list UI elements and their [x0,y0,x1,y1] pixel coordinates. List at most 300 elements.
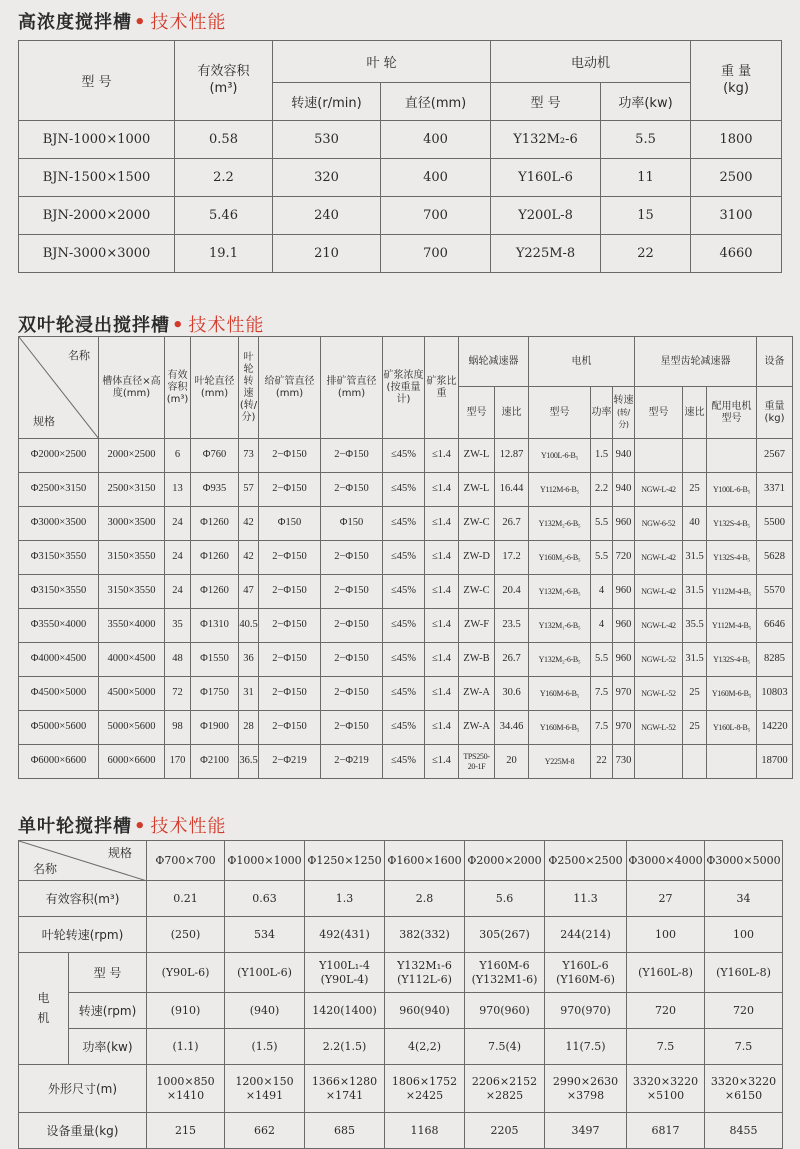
cell-impeller-dia: Φ935 [191,473,239,507]
t1-header-volume [175,41,273,121]
t3-row-label: 转速(rpm) [69,993,147,1029]
cell-motor-power: 22 [591,745,613,779]
cell-concentration: ≤45% [383,541,425,575]
cell-planetary-model: NGW-L-42 [635,541,683,575]
cell-impeller-dia: Φ1260 [191,541,239,575]
table-row [19,159,782,197]
cell-worm-ratio: 12.87 [495,439,529,473]
table-row [19,993,783,1029]
cell-impeller-speed: 36 [239,643,259,677]
t3-cell-motor-speed: 960(940) [385,993,465,1029]
t3-cell-impeller-speed: 100 [627,917,705,953]
cell-motor-model: Y132M₁-6-B₅ [529,609,591,643]
t3-row-label: 型 号 [69,953,147,993]
cell-power: 22 [601,235,691,273]
section3-title-text: 单叶轮搅拌槽 [18,816,132,837]
cell-spec: Φ2000×2500 [19,439,99,473]
t1-header-power: 功率(kw) [601,83,691,121]
cell-discharge-pipe: 2−Φ150 [321,473,383,507]
cell-worm-ratio: 26.7 [495,643,529,677]
cell-impeller-speed: 28 [239,711,259,745]
cell-feed-pipe: 2−Φ150 [259,575,321,609]
cell-volume: 48 [165,643,191,677]
cell-tank: 2500×3150 [99,473,165,507]
cell-specific-gravity: ≤1.4 [425,439,459,473]
cell-volume: 170 [165,745,191,779]
cell-motor-speed: 730 [613,745,635,779]
t3-cell-impeller-speed: 244(214) [545,917,627,953]
t3-cell-motor-speed: (940) [225,993,305,1029]
cell-specific-gravity: ≤1.4 [425,609,459,643]
t3-cell-motor-model: Y132M₁-6 (Y112L-6) [385,953,465,993]
cell-spec: Φ3000×3500 [19,507,99,541]
cell-impeller-speed: 57 [239,473,259,507]
cell-worm-ratio: 34.46 [495,711,529,745]
t3-cell-motor-power: 7.5(4) [465,1029,545,1065]
cell-planetary-model: NGW-6-52 [635,507,683,541]
cell-motor-model: Y160M-6-B₅ [529,711,591,745]
cell-feed-pipe: 2−Φ150 [259,439,321,473]
section2-title [18,311,265,337]
cell-motor-power: 5.5 [591,643,613,677]
cell-weight: 5570 [757,575,793,609]
cell-planetary-motor: Y160M-6-B₅ [707,677,757,711]
cell-worm-ratio: 30.6 [495,677,529,711]
cell-tank: 3000×3500 [99,507,165,541]
t3-cell-weight: 6817 [627,1113,705,1149]
cell-concentration: ≤45% [383,575,425,609]
t3-cell-motor-model: (Y160L-8) [705,953,783,993]
t3-cell-impeller-speed: (250) [147,917,225,953]
cell-worm-ratio: 23.5 [495,609,529,643]
cell-planetary-motor: Y100L-6-B₅ [707,473,757,507]
cell-motor-power: 4 [591,575,613,609]
t3-cell-volume: 0.63 [225,881,305,917]
cell-impeller-dia: Φ2100 [191,745,239,779]
t3-header-spec-col: Φ2000×2000 [465,841,545,881]
cell-model: BJN-2000×2000 [19,197,175,235]
cell-planetary-ratio: 31.5 [683,541,707,575]
t2-header-worm-model: 型号 [459,387,495,439]
t3-cell-weight: 3497 [545,1113,627,1149]
cell-worm-model: ZW-C [459,575,495,609]
cell-motor-model: Y160M-6-B₅ [529,677,591,711]
t3-cell-motor-model: Y100L₁-4 (Y90L-4) [305,953,385,993]
t3-header-spec-col: Φ3000×5000 [705,841,783,881]
cell-impeller-speed: 47 [239,575,259,609]
cell-impeller-speed: 36.5 [239,745,259,779]
t3-cell-volume: 5.6 [465,881,545,917]
cell-tank: 3150×3550 [99,541,165,575]
t3-row-label: 有效容积(m³) [19,881,147,917]
cell-concentration: ≤45% [383,507,425,541]
cell-impeller-dia: Φ760 [191,439,239,473]
cell-weight: 8285 [757,643,793,677]
t3-cell-weight: 215 [147,1113,225,1149]
cell-discharge-pipe: 2−Φ150 [321,677,383,711]
cell-concentration: ≤45% [383,473,425,507]
cell-feed-pipe: 2−Φ150 [259,609,321,643]
cell-discharge-pipe: Φ150 [321,507,383,541]
section2-title-text: 双叶轮浸出搅拌槽 [18,315,170,336]
t3-cell-dimensions: 1806×1752 ×2425 [385,1065,465,1113]
t3-cell-motor-speed: 720 [627,993,705,1029]
cell-diameter: 400 [381,159,491,197]
t1-header-motor-model: 型 号 [491,83,601,121]
cell-tank: 3150×3550 [99,575,165,609]
cell-impeller-speed: 31 [239,677,259,711]
cell-motor-speed: 960 [613,575,635,609]
t3-header-spec-col: Φ2500×2500 [545,841,627,881]
table-row [19,881,783,917]
cell-volume: 13 [165,473,191,507]
t3-cell-impeller-speed: 382(332) [385,917,465,953]
cell-tank: 4500×5000 [99,677,165,711]
t3-cell-volume: 2.8 [385,881,465,917]
section1-title [18,8,227,34]
cell-concentration: ≤45% [383,439,425,473]
cell-planetary-motor [707,439,757,473]
table-row [19,197,782,235]
t3-cell-dimensions: 3320×3220 ×6150 [705,1065,783,1113]
t1-header-impeller: 叶 轮 [273,41,491,83]
t2-header-motor-speed-unit: (转/分) [617,407,630,429]
double-impeller-table [18,336,793,779]
cell-concentration: ≤45% [383,677,425,711]
t3-cell-volume: 34 [705,881,783,917]
cell-motor-power: 7.5 [591,711,613,745]
t3-cell-motor-speed: 1420(1400) [305,993,385,1029]
cell-worm-ratio: 26.7 [495,507,529,541]
cell-speed: 320 [273,159,381,197]
cell-motor-model: Y132M₂-6-B₅ [529,643,591,677]
t3-cell-weight: 685 [305,1113,385,1149]
t2-header-impeller-speed: 叶轮转速(转/分) [239,337,259,439]
table-row [19,439,793,473]
cell-specific-gravity: ≤1.4 [425,473,459,507]
table-row [19,643,793,677]
t3-cell-motor-model: Y160L-6 (Y160M-6) [545,953,627,993]
t1-header-volume-label: 有效容积 [197,64,250,80]
table-row [19,953,783,993]
cell-model: BJN-1500×1500 [19,159,175,197]
table-row [19,235,782,273]
t2-header-motor-speed [613,387,635,439]
t2-header-volume: 有效容积(m³) [165,337,191,439]
table-row [19,609,793,643]
cell-specific-gravity: ≤1.4 [425,677,459,711]
cell-diameter: 700 [381,235,491,273]
t2-header-impeller-dia: 叶轮直径(mm) [191,337,239,439]
t3-cell-motor-power: 7.5 [705,1029,783,1065]
t3-cell-motor-speed: 970(970) [545,993,627,1029]
cell-planetary-ratio: 25 [683,677,707,711]
cell-volume: 6 [165,439,191,473]
cell-planetary-motor: Y132S-4-B₅ [707,507,757,541]
t3-cell-impeller-speed: 492(431) [305,917,385,953]
t2-header-tank: 槽体直径×高度(mm) [99,337,165,439]
cell-impeller-speed: 40.5 [239,609,259,643]
cell-diameter: 400 [381,121,491,159]
cell-planetary-ratio: 25 [683,711,707,745]
cell-weight: 5500 [757,507,793,541]
section2-subtitle: 技术性能 [188,315,265,336]
header-row [19,841,783,881]
cell-worm-model: ZW-C [459,507,495,541]
t3-cell-motor-power: (1.5) [225,1029,305,1065]
high-concentration-table [18,40,782,273]
cell-feed-pipe: 2−Φ150 [259,711,321,745]
t3-header-motor: 电机 [19,953,69,1065]
cell-specific-gravity: ≤1.4 [425,643,459,677]
cell-feed-pipe: 2−Φ150 [259,541,321,575]
t2-header-discharge-pipe: 排矿管直径(mm) [321,337,383,439]
cell-tank: 5000×5600 [99,711,165,745]
cell-motor-power: 5.5 [591,507,613,541]
cell-planetary-motor: Y132S-4-B₅ [707,643,757,677]
section1-subtitle: 技术性能 [150,12,227,33]
cell-volume: 98 [165,711,191,745]
t3-cell-motor-speed: (910) [147,993,225,1029]
cell-planetary-model: NGW-L-42 [635,575,683,609]
cell-motor-power: 4 [591,609,613,643]
cell-planetary-motor: Y160L-8-B₅ [707,711,757,745]
t2-header-planetary-ratio: 速比 [683,387,707,439]
table-row [19,507,793,541]
table-row [19,575,793,609]
cell-worm-model: ZW-A [459,677,495,711]
t3-cell-volume: 0.21 [147,881,225,917]
cell-weight: 6646 [757,609,793,643]
cell-planetary-model: NGW-L-52 [635,711,683,745]
cell-worm-model: ZW-A [459,711,495,745]
cell-planetary-model [635,745,683,779]
t2-header-motor-speed-label: 转速 [613,394,634,406]
t3-cell-dimensions: 1200×150 ×1491 [225,1065,305,1113]
section3-title [18,812,227,838]
t2-header-motor-model: 型号 [529,387,591,439]
cell-feed-pipe: Φ150 [259,507,321,541]
cell-discharge-pipe: 2−Φ150 [321,711,383,745]
t2-header-motor: 电机 [529,337,635,387]
table-row [19,473,793,507]
t3-header-spec-col: Φ1250×1250 [305,841,385,881]
table-row [19,541,793,575]
t1-header-weight-label: 重 量 [720,64,752,80]
cell-weight: 10803 [757,677,793,711]
t1-header-weight [691,41,782,121]
t3-cell-volume: 27 [627,881,705,917]
cell-model: BJN-3000×3000 [19,235,175,273]
t2-header-planetary-motor: 配用电机型号 [707,387,757,439]
cell-planetary-motor [707,745,757,779]
cell-specific-gravity: ≤1.4 [425,541,459,575]
cell-worm-model: ZW-L [459,439,495,473]
cell-worm-ratio: 16.44 [495,473,529,507]
t1-header-diameter: 直径(mm) [381,83,491,121]
cell-motor-power: 7.5 [591,677,613,711]
t3-header-name: 名称 [33,862,58,876]
t3-header-spec-col: Φ1000×1000 [225,841,305,881]
t2-header-concentration: 矿浆浓度(按重量计) [383,337,425,439]
cell-weight: 18700 [757,745,793,779]
cell-concentration: ≤45% [383,745,425,779]
t2-header-worm-reducer: 蜗轮减速器 [459,337,529,387]
cell-tank: 6000×6600 [99,745,165,779]
t2-diagonal-header [19,337,99,439]
cell-motor-model: Y100L-6-B₅ [529,439,591,473]
t3-row-label: 叶轮转速(rpm) [19,917,147,953]
t3-cell-motor-model: (Y100L-6) [225,953,305,993]
cell-worm-ratio: 20 [495,745,529,779]
t3-cell-weight: 1168 [385,1113,465,1149]
cell-worm-model: TPS250-20-1F [459,745,495,779]
t3-header-spec: 规格 [107,846,132,860]
cell-discharge-pipe: 2−Φ150 [321,643,383,677]
cell-motor-speed: 940 [613,473,635,507]
cell-volume: 24 [165,507,191,541]
t3-row-label: 外形尺寸(m) [19,1065,147,1113]
cell-motor-power: 1.5 [591,439,613,473]
cell-planetary-model: NGW-L-42 [635,473,683,507]
t3-cell-weight: 2205 [465,1113,545,1149]
cell-planetary-ratio: 35.5 [683,609,707,643]
cell-spec: Φ3550×4000 [19,609,99,643]
cell-specific-gravity: ≤1.4 [425,575,459,609]
t3-row-label: 设备重量(kg) [19,1113,147,1149]
cell-weight: 5628 [757,541,793,575]
cell-spec: Φ4000×4500 [19,643,99,677]
table-row [19,121,782,159]
t1-header-weight-unit: (kg) [723,80,749,96]
cell-concentration: ≤45% [383,711,425,745]
t1-header-model: 型 号 [19,41,175,121]
cell-weight: 2500 [691,159,782,197]
cell-spec: Φ6000×6600 [19,745,99,779]
single-impeller-table [18,840,783,1149]
cell-motor-speed: 970 [613,677,635,711]
cell-planetary-motor: Y112M-4-B₅ [707,609,757,643]
cell-motor-power: 5.5 [591,541,613,575]
t2-header-planetary-model: 型号 [635,387,683,439]
cell-planetary-ratio: 31.5 [683,643,707,677]
cell-concentration: ≤45% [383,609,425,643]
cell-motor-model: Y132M₂-6-B₅ [529,507,591,541]
table-row [19,677,793,711]
cell-planetary-model: NGW-L-52 [635,643,683,677]
t3-cell-dimensions: 1366×1280 ×1741 [305,1065,385,1113]
cell-impeller-speed: 42 [239,507,259,541]
cell-diameter: 700 [381,197,491,235]
t3-header-spec-col: Φ1600×1600 [385,841,465,881]
cell-specific-gravity: ≤1.4 [425,711,459,745]
t1-header-volume-unit: (m³) [209,80,238,96]
cell-discharge-pipe: 2−Φ219 [321,745,383,779]
t3-cell-impeller-speed: 305(267) [465,917,545,953]
t2-header-weight: 设备 [757,337,793,387]
cell-planetary-ratio: 40 [683,507,707,541]
cell-volume: 35 [165,609,191,643]
t3-cell-motor-power: 7.5 [627,1029,705,1065]
cell-volume: 24 [165,541,191,575]
cell-speed: 210 [273,235,381,273]
cell-impeller-dia: Φ1550 [191,643,239,677]
cell-weight: 3371 [757,473,793,507]
cell-planetary-model: NGW-L-52 [635,677,683,711]
cell-worm-ratio: 17.2 [495,541,529,575]
cell-discharge-pipe: 2−Φ150 [321,609,383,643]
cell-speed: 530 [273,121,381,159]
t3-cell-dimensions: 1000×850 ×1410 [147,1065,225,1113]
cell-motor-model: Y132M₂-6 [491,121,601,159]
t3-cell-dimensions: 2990×2630 ×3798 [545,1065,627,1113]
cell-discharge-pipe: 2−Φ150 [321,575,383,609]
t2-header-spec: 规格 [33,414,55,428]
cell-feed-pipe: 2−Φ150 [259,643,321,677]
t3-cell-motor-model: (Y160L-8) [627,953,705,993]
cell-impeller-dia: Φ1900 [191,711,239,745]
cell-volume: 0.58 [175,121,273,159]
cell-model: BJN-1000×1000 [19,121,175,159]
cell-weight: 14220 [757,711,793,745]
cell-weight: 4660 [691,235,782,273]
t3-cell-dimensions: 2206×2152 ×2825 [465,1065,545,1113]
cell-motor-model: Y112M-6-B₅ [529,473,591,507]
t3-cell-motor-model: Y160M-6 (Y132M1-6) [465,953,545,993]
t3-header-spec-col: Φ700×700 [147,841,225,881]
cell-feed-pipe: 2−Φ219 [259,745,321,779]
t3-row-label: 功率(kw) [69,1029,147,1065]
cell-worm-ratio: 20.4 [495,575,529,609]
t3-cell-dimensions: 3320×3220 ×5100 [627,1065,705,1113]
title-dot: • [172,315,185,336]
cell-power: 15 [601,197,691,235]
cell-weight: 3100 [691,197,782,235]
title-dot: • [134,816,147,837]
cell-speed: 240 [273,197,381,235]
cell-worm-model: ZW-D [459,541,495,575]
t3-cell-motor-power: 4(2,2) [385,1029,465,1065]
cell-impeller-dia: Φ1750 [191,677,239,711]
cell-motor-model: Y225M-8 [491,235,601,273]
cell-spec: Φ5000×5600 [19,711,99,745]
t3-cell-motor-speed: 970(960) [465,993,545,1029]
cell-feed-pipe: 2−Φ150 [259,677,321,711]
cell-worm-model: ZW-L [459,473,495,507]
cell-motor-model: Y160M₂-6-B₅ [529,541,591,575]
cell-motor-speed: 960 [613,609,635,643]
table-row [19,917,783,953]
cell-worm-model: ZW-F [459,609,495,643]
cell-discharge-pipe: 2−Φ150 [321,439,383,473]
section3-subtitle: 技术性能 [150,816,227,837]
cell-planetary-model: NGW-L-42 [635,609,683,643]
cell-planetary-ratio: 31.5 [683,575,707,609]
cell-motor-model: Y200L-8 [491,197,601,235]
cell-spec: Φ3150×3550 [19,575,99,609]
cell-volume: 24 [165,575,191,609]
t2-header-worm-ratio: 速比 [495,387,529,439]
cell-power: 5.5 [601,121,691,159]
cell-power: 11 [601,159,691,197]
t3-cell-motor-power: 11(7.5) [545,1029,627,1065]
cell-planetary-ratio: 25 [683,473,707,507]
t3-cell-volume: 11.3 [545,881,627,917]
cell-motor-speed: 720 [613,541,635,575]
cell-tank: 3550×4000 [99,609,165,643]
cell-volume: 5.46 [175,197,273,235]
table-row [19,1065,783,1113]
